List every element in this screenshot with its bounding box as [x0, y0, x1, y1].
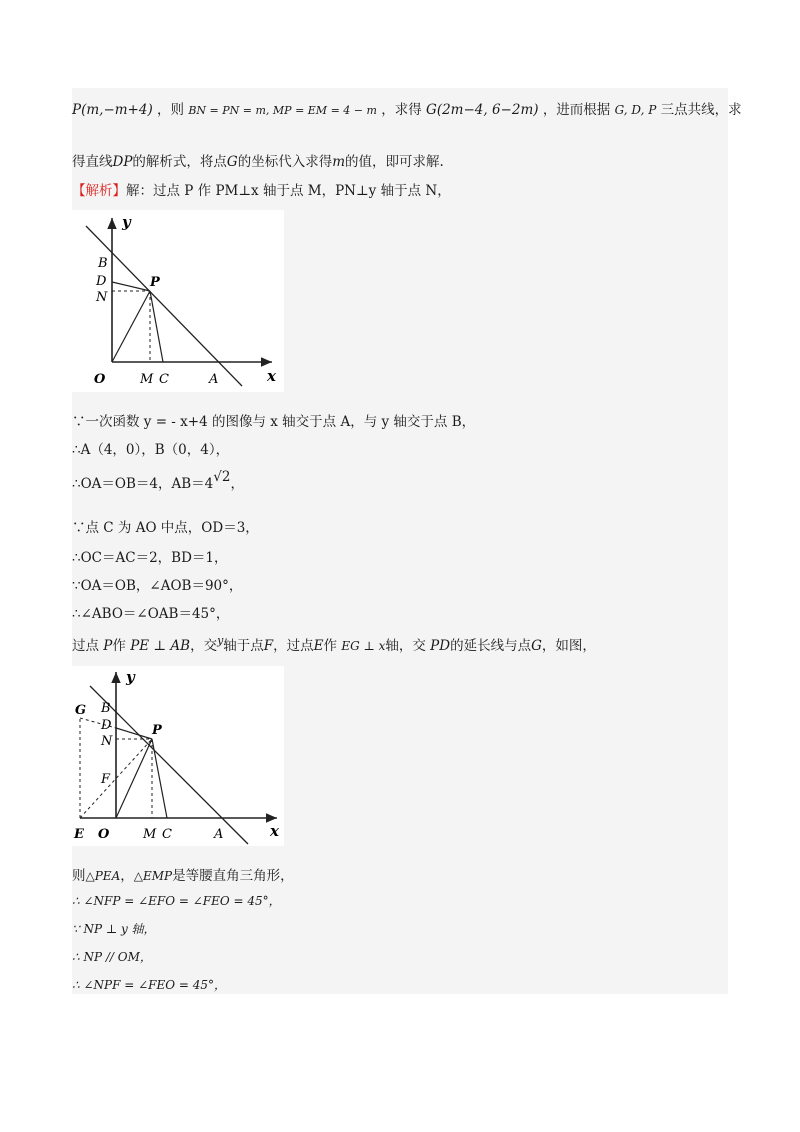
text-segment: ，过点	[273, 638, 314, 654]
analysis-tag: 【解析】	[72, 183, 126, 199]
var-y: y	[217, 634, 224, 647]
var-m: m	[332, 154, 346, 170]
solution-content	[72, 88, 742, 994]
text-segment: 轴于点	[223, 638, 264, 654]
text-line-14: ∵ NP ⊥ y 轴，	[72, 922, 156, 936]
point-g: G	[226, 154, 238, 170]
label-p: P	[150, 275, 160, 290]
label-y: y	[126, 668, 135, 686]
text-segment: ，进而根据	[542, 102, 611, 118]
label-p: P	[152, 723, 162, 738]
point-g: G	[531, 638, 542, 654]
line-dp: DP	[112, 154, 133, 170]
label-c: C	[162, 827, 172, 842]
text-line-4: ∵一次函数 y = - x+4 的图像与 x 轴交于点 A，与 y 轴交于点 B，	[72, 414, 476, 430]
figure-1	[72, 210, 284, 392]
text-segment: ，交	[190, 638, 218, 654]
text-segment: 的坐标代入求得	[237, 154, 333, 170]
text-line-8: ∴OC＝AC＝2，BD＝1，	[72, 550, 228, 566]
point-f: F	[263, 638, 274, 654]
text-segment: 轴，交	[385, 638, 426, 654]
segment-pc	[150, 291, 163, 362]
text-segment: 的值，即可求解.	[345, 154, 444, 170]
text-segment: 的解析式，将点	[132, 154, 227, 170]
segment-pc	[152, 739, 167, 818]
label-g: G	[75, 703, 87, 718]
label-d: D	[96, 274, 107, 289]
sqrt-two: √2	[213, 469, 231, 485]
text-segment: 得直线	[72, 154, 113, 170]
text-line-5: ∴A（4，0），B（0，4），	[72, 442, 230, 458]
text-line-12	[72, 864, 728, 884]
triangle-emp: △EMP	[133, 869, 173, 883]
text-line-16: ∴ ∠NPF = ∠FEO = 45°，	[72, 978, 227, 992]
label-f: F	[101, 772, 111, 787]
text-segment: 作	[323, 638, 338, 654]
coordinate-diagram-1	[72, 210, 284, 392]
text-line-7: ∵点 C 为 AO 中点，OD＝3，	[72, 520, 259, 536]
perp-pe-ab: PE ⊥ AB	[130, 638, 191, 654]
label-a: A	[209, 372, 219, 387]
text-line-15: ∴ NP // OM，	[72, 950, 152, 964]
points-gdp: G, D, P	[614, 103, 657, 117]
label-b: B	[101, 701, 111, 716]
line-ab	[90, 686, 248, 844]
point-p: P	[103, 638, 113, 654]
text-line-6	[72, 469, 728, 492]
text-segment: ，	[230, 476, 244, 492]
point-p-coord: P(m,−m+4)	[72, 102, 153, 118]
text-segment: 解：过点 P 作 PM⊥x 轴于点 M，PN⊥y 轴于点 N，	[126, 183, 451, 199]
text-segment: 作	[112, 638, 126, 654]
text-segment: 的延长线与点	[450, 638, 532, 654]
label-m: M	[140, 372, 154, 387]
label-a: A	[214, 827, 224, 842]
text-segment: ，求得	[381, 102, 422, 118]
text-segment: 过点	[72, 638, 99, 654]
label-o: O	[94, 372, 106, 387]
label-n: N	[101, 734, 113, 749]
triangle-pea: △PEA	[85, 869, 121, 883]
text-line-13: ∴ ∠NFP = ∠EFO = ∠FEO = 45°，	[72, 894, 281, 908]
label-x: x	[270, 822, 279, 840]
text-line-1	[72, 98, 742, 118]
label-o: O	[98, 827, 110, 842]
label-m: M	[143, 827, 157, 842]
label-e: E	[74, 827, 84, 842]
figure-2	[72, 666, 284, 846]
segment-op	[116, 739, 152, 818]
text-line-2	[72, 150, 728, 170]
text-segment: ，如图，	[541, 638, 596, 654]
line-pd: PD	[430, 638, 451, 654]
text-segment: 是等腰直角三角形，	[172, 868, 294, 884]
label-n: N	[96, 290, 108, 305]
label-d: D	[101, 718, 112, 733]
equation-bn: BN = PN = m, MP = EM = 4 − m	[188, 104, 377, 117]
text-segment: ，	[120, 868, 134, 884]
point-e: E	[313, 638, 324, 654]
text-segment: 三点共线，求	[660, 102, 742, 118]
label-c: C	[159, 372, 169, 387]
segment-op	[112, 291, 150, 362]
text-line-3	[72, 179, 728, 199]
perp-eg-x: EG ⊥ x	[341, 639, 386, 653]
point-g-coord: G(2m−4, 6−2m)	[426, 102, 539, 118]
label-b: B	[98, 256, 108, 271]
text-segment: 则	[72, 868, 86, 884]
label-x: x	[267, 367, 276, 385]
text-line-9: ∵OA＝OB，∠AOB＝90°，	[72, 578, 243, 594]
text-line-10: ∴∠ABO＝∠OAB＝45°，	[72, 606, 230, 622]
label-y: y	[122, 213, 131, 231]
text-line-11	[72, 634, 728, 654]
text-segment: ，则	[157, 102, 185, 118]
text-segment: ∴OA＝OB＝4，AB＝4	[72, 476, 214, 492]
coordinate-diagram-2	[72, 666, 284, 846]
